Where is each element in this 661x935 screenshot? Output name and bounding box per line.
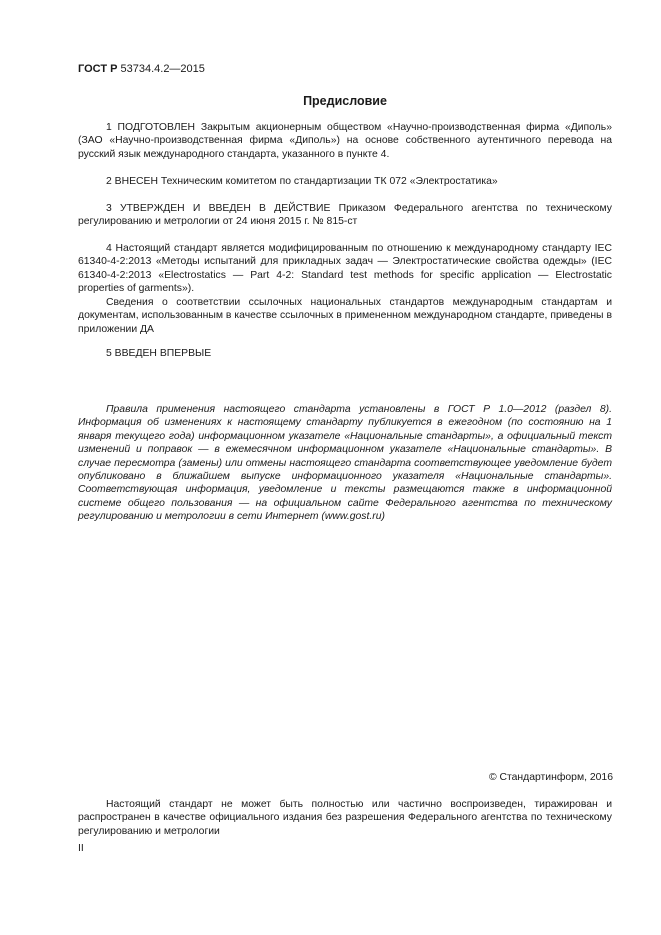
notice-paragraph: Правила применения настоящего стандарта установлены в ГОСТ Р 1.0—2012 (раздел 8). Информация об изменениях к настоящему стандарту публикуется в ежегодном (по состоянию на 1 января текущего года) информационном указателе «Национальные стандарты», а официальный текст изменений и поправок — в ежемесячном информационном указателе «Национальные стандарты». В случае пересмотра (замены) или отмены настоящего стандарта соответствующее уведомление будет опубликовано в ближайшем выпуске информационного указателя «Национальные стандарты». Соответствующая информация, уведомление и тексты размещаются также в информационной системе общего пользования — на официальном сайте Федерального агентства по техническому регулированию и метрологии в сети Интернет (www.gost.ru) xyxy=(78,404,612,523)
page-header xyxy=(78,62,205,76)
standard-number: 53734.4.2—2015 xyxy=(120,63,205,75)
paragraph-3: 3 УТВЕРЖДЕН И ВВЕДЕН В ДЕЙСТВИЕ Приказом Федерального агентства по техническому регулированию и метрологии от 24 июня 2015 г. № 815-ст xyxy=(78,203,612,228)
standard-prefix: ГОСТ Р xyxy=(78,63,118,75)
footer-paragraph: Настоящий стандарт не может быть полностью или частично воспроизведен, тиражирован и распространен в качестве официального издания без разрешения Федерального агентства по техническому регулированию и метрологии xyxy=(78,799,612,837)
paragraph-2: 2 ВНЕСЕН Техническим комитетом по стандартизации ТК 072 «Электростатика» xyxy=(106,176,498,187)
copyright: © Стандартинформ, 2016 xyxy=(488,772,613,783)
page-number: II xyxy=(78,843,84,854)
paragraph-4: 4 Настоящий стандарт является модифицированным по отношению к международному стандарту IEC 61340-4-2:2013 «Методы испытаний для прикладных задач — Электростатические свойства одежды» (IEC 61340-4-2:2013 «Electrostatics — Part 4-2: Standard test methods for specific application — Electrostatic properties of garments»). xyxy=(78,243,612,295)
page-title: Предисловие xyxy=(303,94,387,108)
paragraph-5: Сведения о соответствии ссылочных национальных стандартов международным стандартам и документам, использованным в качестве ссылочных в примененном международном стандарте, приведены в приложении ДА xyxy=(78,297,612,335)
paragraph-6: 5 ВВЕДЕН ВПЕРВЫЕ xyxy=(106,348,212,359)
paragraph-1: 1 ПОДГОТОВЛЕН Закрытым акционерным обществом «Научно-производственная фирма «Диполь» (ЗАО «Научно-производственная фирма «Диполь») на основе собственного аутентичного перевода на русский язык международного стандарта, указанного в пункте 4. xyxy=(78,122,612,160)
